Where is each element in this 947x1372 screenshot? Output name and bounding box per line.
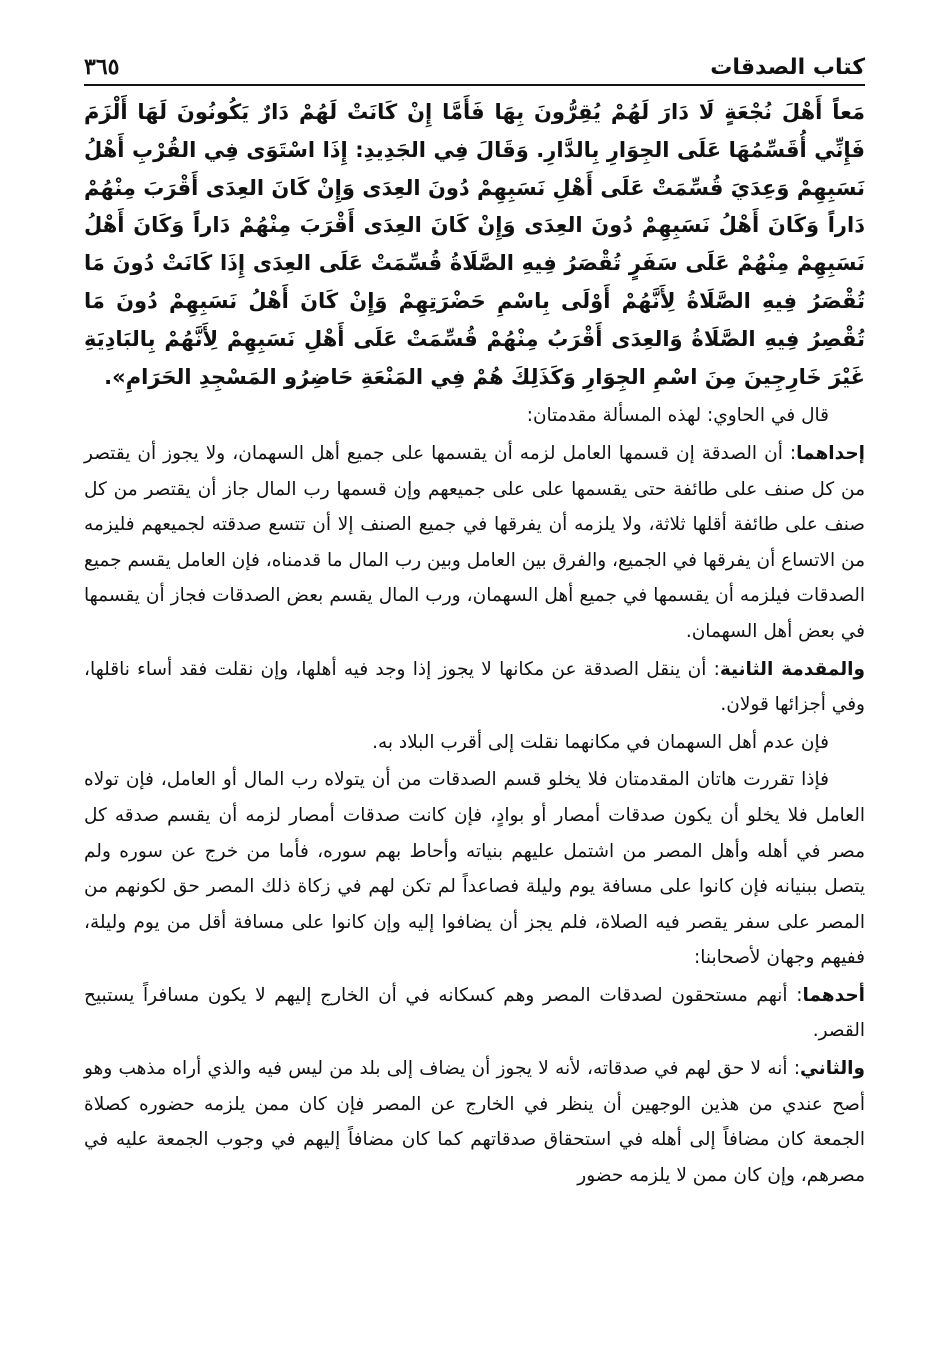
paragraph-6 (84, 978, 865, 1049)
page-number: ٣٦٥ (84, 54, 120, 80)
paragraph-body: فإن عدم أهل السهمان في مكانهما نقلت إلى أقرب البلاد به. (372, 731, 829, 753)
paragraph-5 (84, 762, 865, 976)
paragraph-body: : أن ينقل الصدقة عن مكانها لا يجوز إذا وجد فيه أهلها، وإن نقلت فقد أساء ناقلها، وفي أجزائها قولان. (84, 658, 865, 716)
matn-text: مَعاً أَهْلَ نُجْعَةٍ لَا دَارَ لَهُمْ يُقِرُّونَ بِهَا فَأَمَّا إِنْ كَانَتْ لَهُمْ دَارٌ يَكُونُونَ لَهَا أَلْزَمَ فَإِنِّي أُقَسِّمُهَا عَلَى الجِوَارِ بِالدَّارِ. وَقَالَ فِي الجَدِيدِ: إِذَا اسْتَوَى فِي القُرْبِ أَهْلُ نَسَبِهِمْ وَعِدَيَ قُسِّمَتْ عَلَى أَهْلِ نَسَبِهِمْ دُونَ العِدَى وَإِنْ كَانَ العِدَى أَقْرَبَ مِنْهُمْ دَاراً وَكَانَ أَهْلُ نَسَبِهِمْ دُونَ العِدَى وَإِنْ كَانَ العِدَى أَقْرَبَ مِنْهُمْ دَاراً وَكَانَ أَهْلُ نَسَبِهِمْ مِنْهُمْ عَلَى سَفَرٍ تُقْصَرُ فِيهِ الصَّلَاةُ قُسِّمَتْ عَلَى العِدَى إِذَا كَانَتْ دُونَ مَا تُقْصَرُ فِيهِ الصَّلَاةُ لِأَنَّهُمْ أَوْلَى بِاسْمِ حَضْرَتِهِمْ وَإِنْ كَانَ أَهْلُ نَسَبِهِمْ دُونَ مَا تُقْصِرُ فِيهِ الصَّلَاةُ وَالعِدَى أَقْرَبُ مِنْهُمْ قُسِّمَتْ عَلَى أَهْلِ نَسَبِهِمْ لِأَنَّهُمْ بِالبَادِيَةِ غَيْرَ خَارِجِينَ مِنَ اسْمِ الجِوَارِ وَكَذَلِكَ هُمْ فِي المَنْعَةِ حَاضِرُو المَسْجِدِ الحَرَامِ». (84, 100, 865, 389)
paragraph-3 (84, 652, 865, 723)
paragraph-7 (84, 1051, 865, 1193)
paragraph-body: : أنه لا حق لهم في صدقاته، لأنه لا يجوز أن يضاف إلى بلد من ليس فيه والذي أراه مذهب وهو أصح عندي من هذين الوجهين أن ينظر في الخارج عن المصر فإن كان ممن يلزمه حضوره كصلاة الجمعة كان مضافاً إلى أهله في استحقاق صدقاتهم كما كان مضافاً إليهم في وجوب الجمعة عليه في مصرهم، وإن كان ممن لا يلزمه حضور (84, 1058, 865, 1186)
paragraph-lead: والمقدمة الثانية (719, 658, 865, 680)
paragraph-1 (84, 398, 865, 434)
paragraph-4 (84, 725, 865, 761)
paragraph-body: فإذا تقررت هاتان المقدمتان فلا يخلو قسم الصدقات من أن يتولاه رب المال أو العامل، فإن تولاه العامل فلا يخلو أن يكون صدقات أمصار أو بوادٍ، فإن كانت صدقات أمصار لزمه أن يقسم صدقه كل مصر في أهله وأهل المصر من اشتمل عليهم بنياته وأحاط بهم سوره، فأما من خرج عن سوره ولم يتصل ببنيانه فإن كانوا على مسافة يوم وليلة فصاعداً لم تكن لهم في زكاة ذلك المصر حق لكونهم من المصر على سفر يقصر فيه الصلاة، فلم يجز أن يضافوا إليه وإن كانوا على مسافة أقل من يوم وليلة، ففيهم وجهان لأصحابنا: (84, 769, 865, 969)
paragraph-lead: إحداهما (796, 442, 865, 464)
paragraph-lead: والثاني (800, 1058, 865, 1080)
page-header (84, 40, 865, 86)
paragraph-2 (84, 436, 865, 650)
paragraph-body: : أنهم مستحقون لصدقات المصر وهم كسكانه في أن الخارج إليهم لا يكون مسافراً يستبيح القصر. (84, 984, 865, 1042)
paragraph-lead: أحدهما (802, 984, 865, 1006)
paragraph-body: قال في الحاوي: لهذه المسألة مقدمتان: (526, 405, 829, 427)
chapter-title: كتاب الصدقات (710, 55, 865, 80)
paragraph-body: : أن الصدقة إن قسمها العامل لزمه أن يقسمها على جميع أهل السهمان، ولا يجوز أن يقتصر من كل صنف على طائفة حتى يقسمها على على جميعهم وإن قسمها رب المال جاز أن يقتصر من كل صنف على طائفة أقلها ثلاثة، ولا يلزمه أن يفرقها في جميع الصنف إلا أن تتسع صدقته لجميعهم فليزمه من الاتساع أن يفرقها في الجميع، والفرق بين العامل وبين رب المال ما قدمناه، فإن العامل يقسم جميع الصدقات فيلزمه أن يقسمها في جميع أهل السهمان، ورب المال يقسم بعض الصدقات فجاز أن يقسمها في بعض أهل السهمان. (84, 442, 865, 642)
